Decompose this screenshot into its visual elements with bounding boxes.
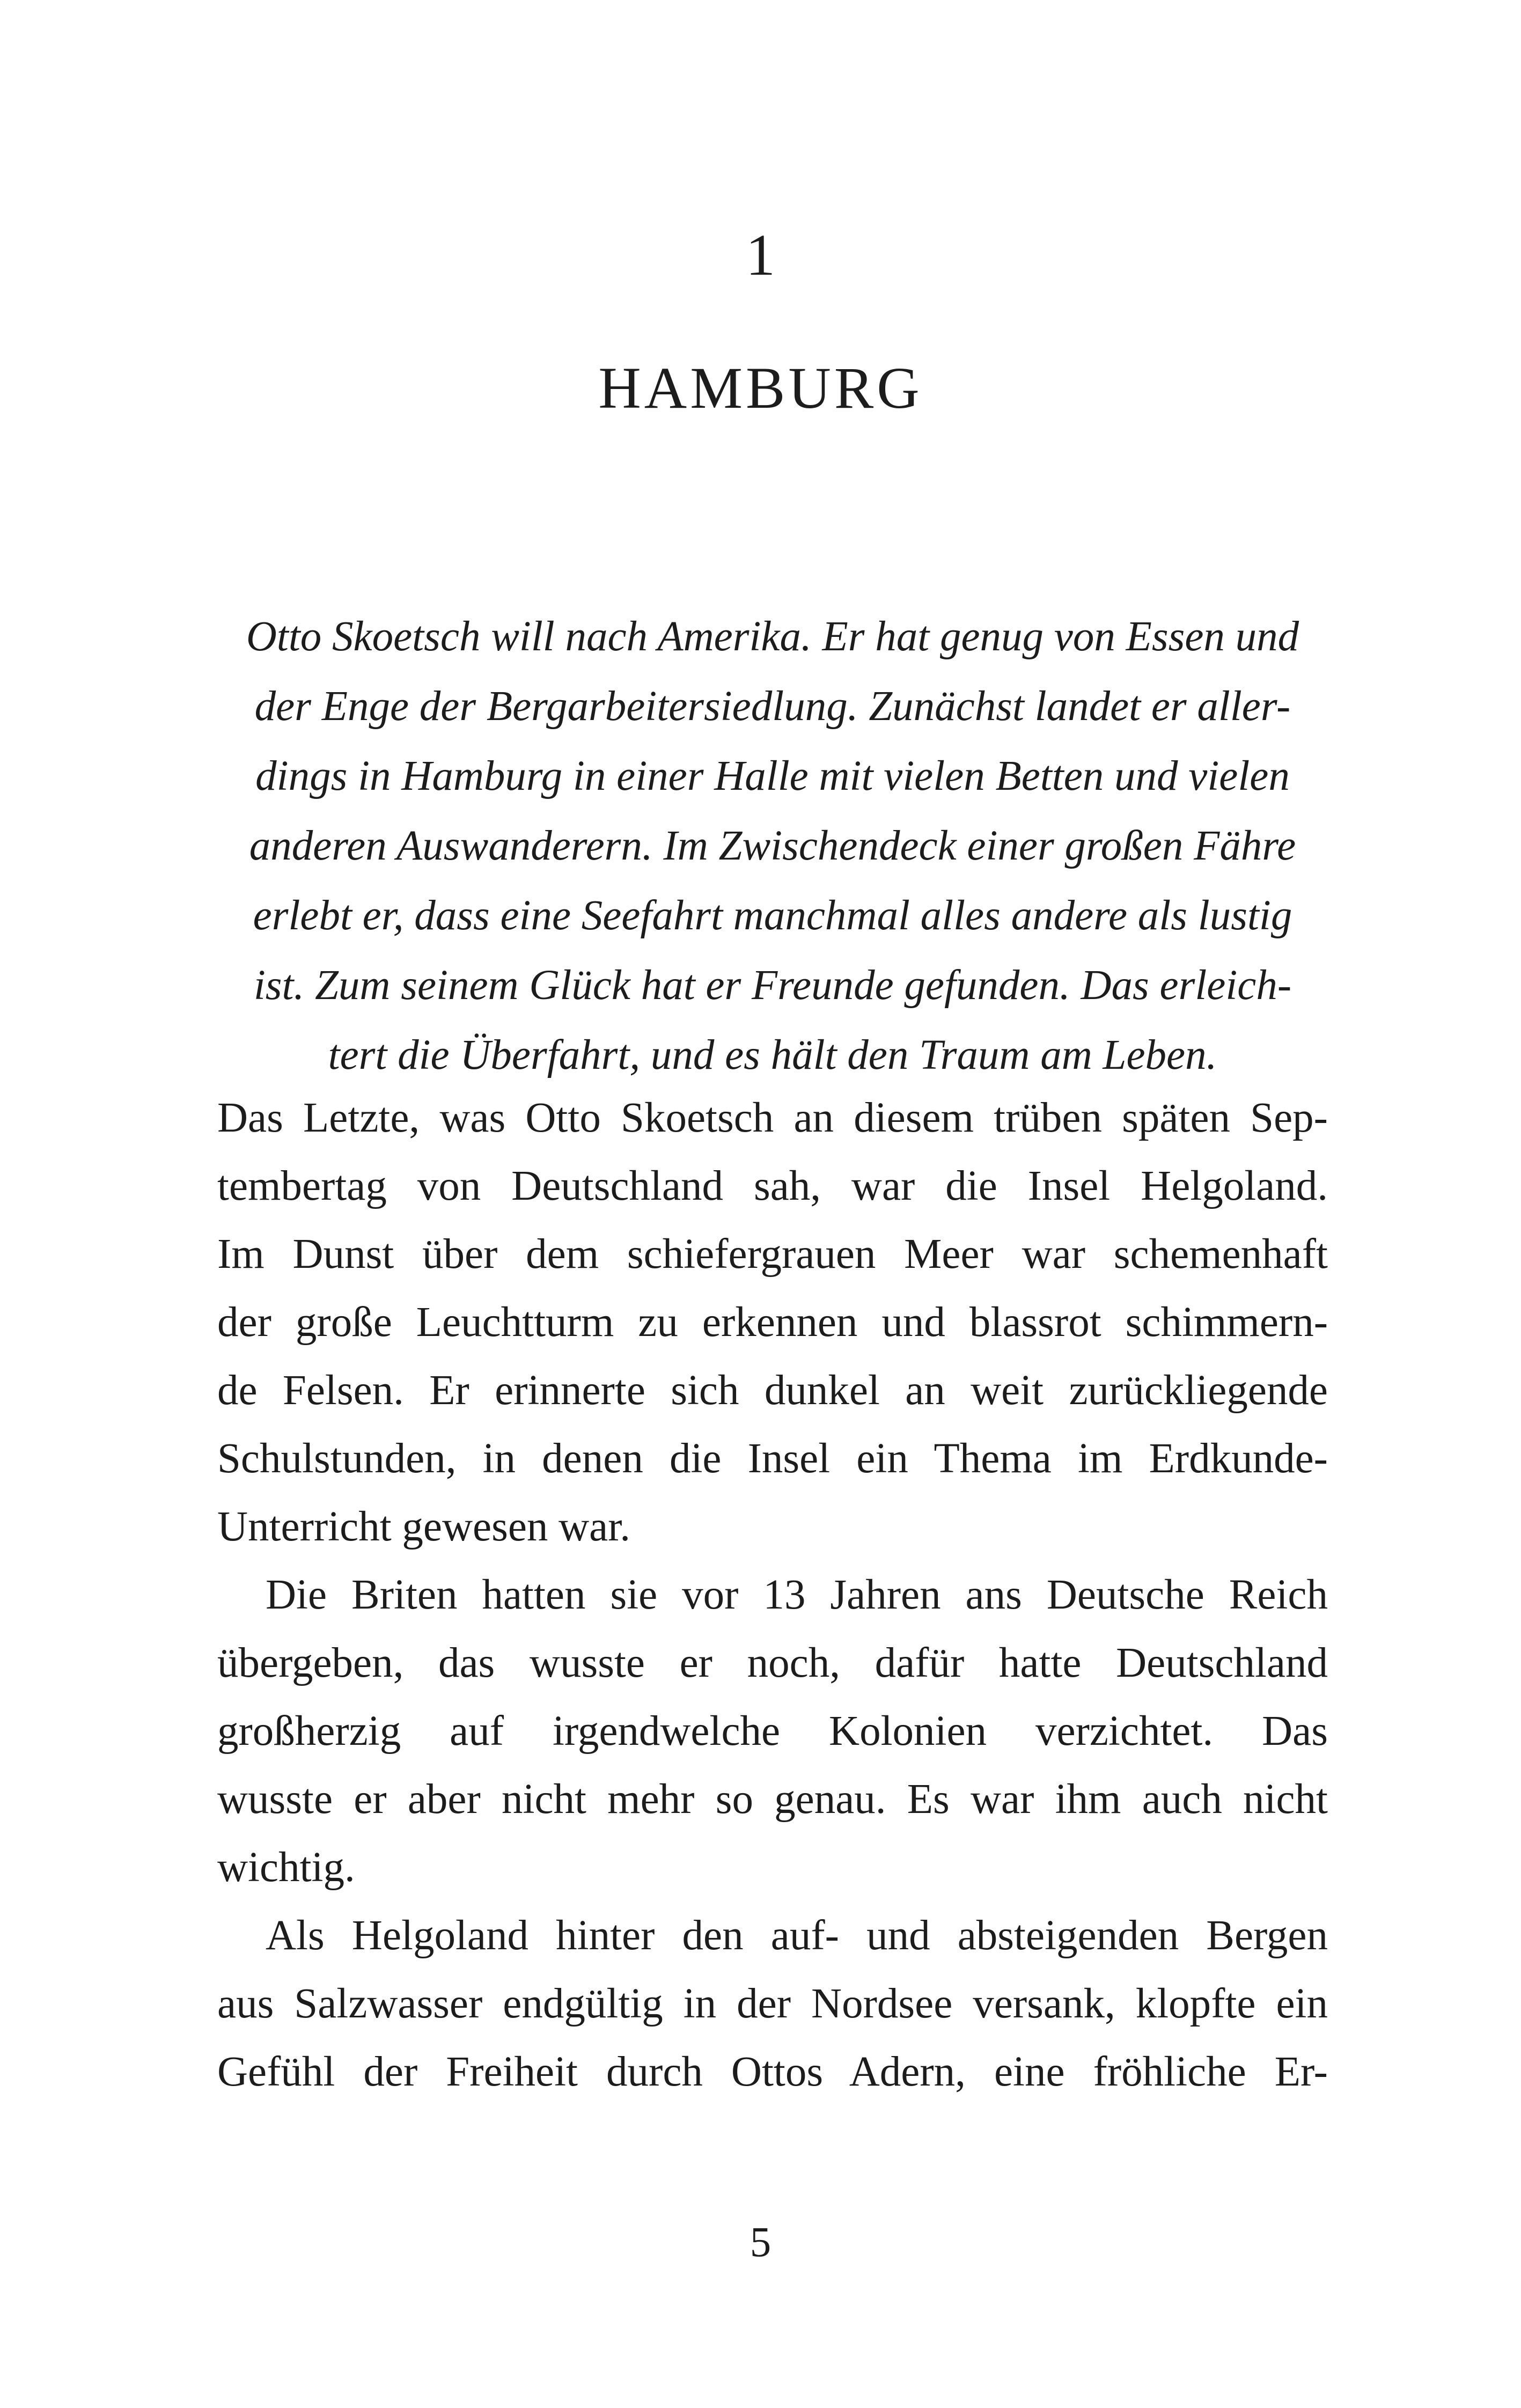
body-line: Die Briten hatten sie vor 13 Jahren ans Deutsche Reich <box>266 1572 1328 1618</box>
body-line: wusste er aber nicht mehr so genau. Es war ihm auch nicht <box>217 1776 1328 1823</box>
body-line: Im Dunst über dem schiefergrauen Meer war schemenhaft <box>217 1231 1328 1278</box>
summary-line: anderen Auswanderern. Im Zwischendeck einer großen Fähre <box>249 823 1296 869</box>
body-text <box>217 1084 1328 2106</box>
chapter-title: HAMBURG <box>598 355 923 421</box>
body-line: großherzig auf irgendwelche Kolonien verzichtet. Das <box>217 1708 1328 1754</box>
summary-line: erlebt er, dass eine Seefahrt manchmal alles andere als lustig <box>253 892 1292 939</box>
body-line: tembertag von Deutschland sah, war die Insel Helgoland. <box>217 1163 1328 1209</box>
summary-line: Otto Skoetsch will nach Amerika. Er hat genug von Essen und <box>246 613 1299 660</box>
body-line: wichtig. <box>217 1844 355 1891</box>
summary-line: tert die Überfahrt, und es hält den Traum am Leben. <box>328 1032 1217 1078</box>
body-line: aus Salzwasser endgültig in der Nordsee versank, klopfte ein <box>217 1980 1328 2027</box>
chapter-number: 1 <box>746 222 775 288</box>
body-line: Das Letzte, was Otto Skoetsch an diesem trüben späten Sep- <box>217 1095 1328 1141</box>
summary-line: der Enge der Bergarbeitersiedlung. Zunächst landet er aller- <box>254 683 1291 730</box>
body-line: Unterricht gewesen war. <box>217 1503 630 1550</box>
body-line: Als Helgoland hinter den auf- und absteigenden Bergen <box>266 1912 1328 1959</box>
body-line: übergeben, das wusste er noch, dafür hatte Deutschland <box>217 1640 1328 1686</box>
body-line: Schulstunden, in denen die Insel ein Thema im Erdkunde- <box>217 1435 1328 1482</box>
body-line: de Felsen. Er erinnerte sich dunkel an weit zurückliegende <box>217 1367 1328 1414</box>
page-number: 5 <box>750 2219 771 2266</box>
chapter-summary <box>217 602 1328 1090</box>
body-line: Gefühl der Freiheit durch Ottos Adern, eine fröhliche Er- <box>217 2049 1328 2095</box>
summary-line: dings in Hamburg in einer Halle mit vielen Betten und vielen <box>255 753 1290 799</box>
body-line: der große Leuchtturm zu erkennen und blassrot schimmern- <box>217 1299 1328 1346</box>
summary-line: ist. Zum seinem Glück hat er Freunde gefunden. Das erleich- <box>253 962 1292 1009</box>
